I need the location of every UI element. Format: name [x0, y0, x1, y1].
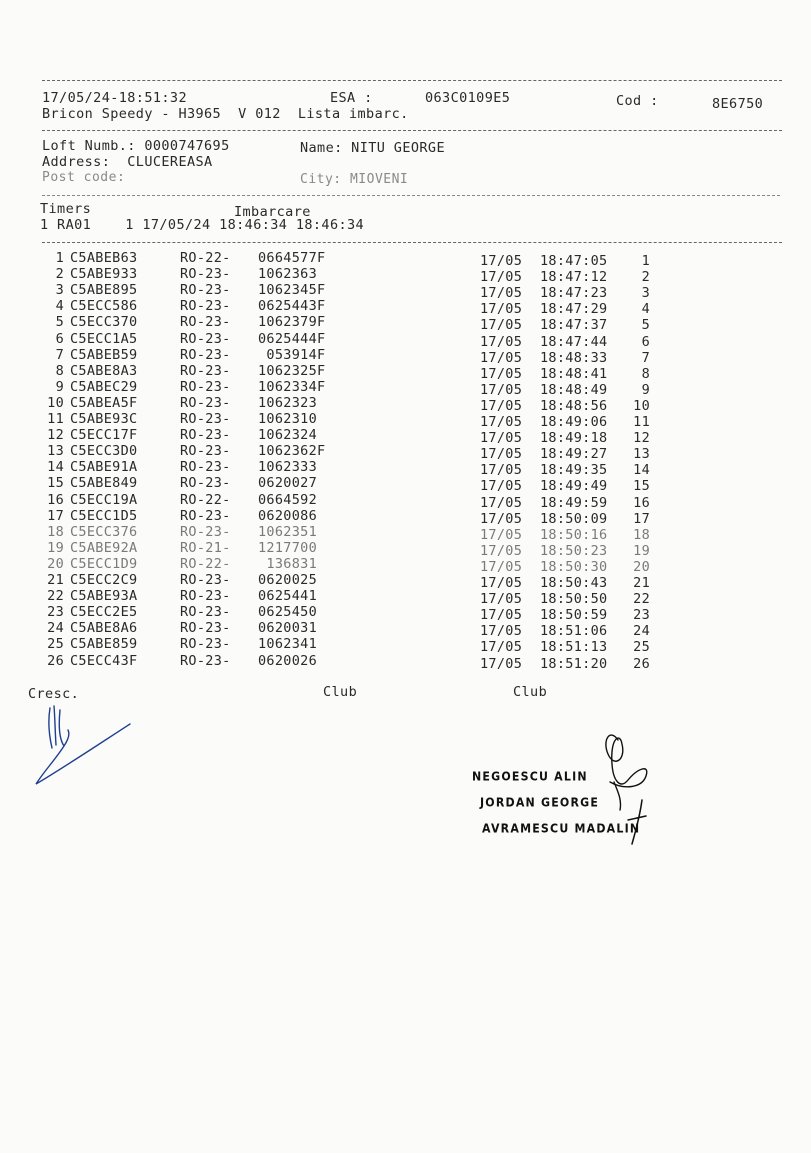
cell-pre: RO-23- [180, 346, 231, 363]
club-label-1: Club [323, 684, 358, 700]
list-item [0, 314, 811, 334]
address: Address: CLUCEREASA [42, 154, 213, 170]
cell-date: 17/05 [480, 575, 523, 591]
cell-time: 18:51:06 [540, 623, 608, 640]
cell-idx: 9 [55, 378, 64, 395]
list-item [0, 588, 811, 608]
cell-time: 18:47:44 [540, 333, 608, 350]
cell-seq: 25 [633, 639, 650, 656]
stamp-name-2: JORDAN GEORGE [480, 795, 600, 810]
cell-date: 17/05 [480, 349, 523, 366]
cell-date: 17/05 [480, 317, 523, 334]
cell-num: 1062379F [258, 314, 326, 331]
cell-pre: RO-23- [180, 459, 231, 476]
cell-time: 18:50:16 [540, 526, 608, 543]
cell-time: 18:49:59 [540, 494, 608, 511]
cell-idx: 3 [55, 282, 64, 299]
cell-time: 18:47:37 [540, 317, 608, 334]
cell-idx: 21 [47, 572, 64, 588]
cell-seq: 24 [633, 623, 650, 640]
cell-seq: 1 [641, 253, 650, 269]
cell-time: 18:47:23 [540, 285, 608, 302]
cell-seq: 4 [641, 301, 650, 318]
cell-num: 0620027 [258, 475, 317, 492]
city: City: MIOVENI [300, 172, 409, 187]
list-item [0, 330, 811, 350]
cell-idx: 24 [47, 620, 64, 637]
cell-idx: 11 [47, 411, 64, 427]
cell-idx: 17 [47, 507, 64, 524]
print-datetime: 17/05/24-18:51:32 [42, 90, 187, 106]
post-code: Post code: [42, 170, 126, 185]
cell-seq: 3 [641, 285, 650, 302]
cell-ring: C5ABE8A6 [70, 620, 138, 637]
cell-seq: 5 [641, 317, 650, 334]
cell-time: 18:50:43 [540, 575, 608, 591]
list-item [0, 652, 811, 672]
cell-idx: 23 [47, 604, 64, 621]
cell-ring: C5ECC19A [70, 491, 138, 508]
cell-idx: 7 [55, 346, 64, 363]
cell-seq: 7 [641, 349, 650, 366]
cell-pre: RO-23- [180, 298, 231, 315]
cell-date: 17/05 [480, 526, 523, 543]
cell-num: 1062325F [258, 362, 326, 379]
cell-ring: C5ECC2C9 [70, 572, 138, 588]
cell-num: 0625450 [258, 604, 317, 621]
cell-seq: 11 [633, 414, 650, 430]
cell-idx: 13 [47, 443, 64, 460]
cell-ring: C5ECC1D9 [70, 555, 138, 572]
cell-num: 1062363 [258, 266, 317, 283]
list-item [0, 427, 811, 447]
cell-time: 18:47:05 [540, 253, 608, 269]
cell-seq: 22 [633, 591, 650, 608]
cell-num: 0625441 [258, 588, 317, 605]
cell-date: 17/05 [480, 542, 523, 559]
cell-num: 0620086 [258, 507, 317, 524]
cell-pre: RO-23- [180, 314, 231, 331]
cell-num: 136831 [258, 555, 317, 572]
top-dashed-rule [42, 80, 782, 81]
cell-ring: C5ECC2E5 [70, 604, 138, 621]
list-item [0, 266, 811, 286]
header-dashed-rule [42, 130, 782, 131]
cell-num: 1062362F [258, 443, 326, 460]
cell-pre: RO-23- [180, 378, 231, 395]
cell-idx: 19 [47, 539, 64, 556]
stamp-name-3: AVRAMESCU MADALIN [482, 821, 641, 836]
cell-seq: 8 [641, 365, 650, 382]
stamp-name-1: NEGOESCU ALIN [472, 769, 588, 784]
cell-ring: C5ECC370 [70, 314, 138, 331]
list-item [0, 394, 811, 414]
cell-num: 0625444F [258, 330, 326, 347]
list-item [0, 378, 811, 398]
cell-pre: RO-23- [180, 411, 231, 427]
cell-time: 18:48:49 [540, 381, 608, 398]
list-item [0, 282, 811, 302]
cell-num: 0620025 [258, 572, 317, 588]
cell-num: 0664592 [258, 491, 317, 508]
cell-ring: C5ABE93A [70, 588, 138, 605]
list-item [0, 298, 811, 318]
cell-time: 18:49:49 [540, 478, 608, 495]
list-item [0, 620, 811, 640]
cell-date: 17/05 [480, 285, 523, 302]
list-item [0, 604, 811, 624]
cell-date: 17/05 [480, 591, 523, 608]
cell-idx: 10 [47, 394, 64, 411]
list-item [0, 250, 811, 269]
cresc-label: Cresc. [28, 686, 80, 702]
cell-date: 17/05 [480, 269, 523, 286]
cell-num: 1062351 [258, 523, 317, 540]
cell-idx: 26 [47, 652, 64, 669]
cell-date: 17/05 [480, 430, 523, 447]
cell-date: 17/05 [480, 639, 523, 656]
list-item [0, 523, 811, 543]
cell-pre: RO-23- [180, 620, 231, 637]
cell-time: 18:48:41 [540, 365, 608, 382]
cell-ring: C5ABE859 [70, 636, 138, 653]
table-dashed-rule [42, 242, 782, 243]
esa-label: ESA : [330, 90, 373, 106]
cell-num: 0620031 [258, 620, 317, 637]
list-item [0, 411, 811, 430]
fancier-name: Name: NITU GEORGE [300, 140, 445, 156]
list-item [0, 636, 811, 656]
cell-idx: 12 [47, 427, 64, 444]
cell-seq: 20 [633, 558, 650, 575]
cell-ring: C5ECC1D5 [70, 507, 138, 524]
cell-ring: C5ABE895 [70, 282, 138, 299]
cell-seq: 16 [633, 494, 650, 511]
cell-idx: 25 [47, 636, 64, 653]
cell-pre: RO-23- [180, 443, 231, 460]
cell-idx: 1 [55, 250, 64, 266]
cell-pre: RO-23- [180, 588, 231, 605]
cell-idx: 22 [47, 588, 64, 605]
list-item [0, 346, 811, 366]
cell-ring: C5ABEB63 [70, 250, 138, 266]
list-item [0, 459, 811, 479]
cell-time: 18:49:18 [540, 430, 608, 447]
club-label-2: Club [513, 684, 548, 700]
list-item [0, 491, 811, 511]
cell-ring: C5ECC17F [70, 427, 138, 444]
cell-time: 18:48:56 [540, 397, 608, 414]
cell-date: 17/05 [480, 478, 523, 495]
cell-date: 17/05 [480, 381, 523, 398]
esa-value: 063C0109E5 [425, 90, 511, 106]
cell-pre: RO-23- [180, 523, 231, 540]
cell-idx: 8 [55, 362, 64, 379]
cell-date: 17/05 [480, 462, 523, 479]
cod-value: 8E6750 [712, 96, 764, 112]
cell-time: 18:49:35 [540, 462, 608, 479]
cell-idx: 15 [47, 475, 64, 492]
cell-time: 18:47:29 [540, 301, 608, 318]
cell-num: 1062323 [258, 394, 317, 411]
cell-idx: 14 [47, 459, 64, 476]
cell-num: 1217700 [258, 539, 317, 556]
cell-time: 18:50:30 [540, 558, 608, 575]
cell-ring: C5ABEB59 [70, 346, 138, 363]
cell-pre: RO-23- [180, 475, 231, 492]
cell-date: 17/05 [480, 446, 523, 463]
cell-ring: C5ABE92A [70, 539, 138, 556]
cell-num: 0664577F [258, 250, 326, 266]
list-item [0, 572, 811, 591]
cell-date: 17/05 [480, 655, 523, 672]
club-signature [580, 720, 670, 850]
cell-ring: C5ECC3D0 [70, 443, 138, 460]
list-item [0, 555, 811, 575]
list-item [0, 539, 811, 559]
list-item [0, 507, 811, 527]
cell-num: 0625443F [258, 298, 326, 315]
cell-ring: C5ABE8A3 [70, 362, 138, 379]
cell-pre: RO-23- [180, 266, 231, 283]
cell-idx: 20 [47, 555, 64, 572]
cell-num: 1062334F [258, 378, 326, 395]
cell-ring: C5ECC376 [70, 523, 138, 540]
cell-seq: 19 [633, 542, 650, 559]
cell-seq: 21 [633, 575, 650, 591]
cell-date: 17/05 [480, 365, 523, 382]
cell-time: 18:49:06 [540, 414, 608, 430]
cell-idx: 2 [55, 266, 64, 283]
report-title: Bricon Speedy - H3965 V 012 Lista imbarc. [42, 106, 409, 122]
cell-num: 1062341 [258, 636, 317, 653]
cell-num: 1062310 [258, 411, 317, 427]
cell-time: 18:50:23 [540, 542, 608, 559]
cell-pre: RO-23- [180, 636, 231, 653]
cell-ring: C5ABE933 [70, 266, 138, 283]
cell-ring: C5ABEC29 [70, 378, 138, 395]
cell-time: 18:50:50 [540, 591, 608, 608]
cell-seq: 17 [633, 510, 650, 527]
cod-label: Cod : [616, 93, 659, 109]
cell-ring: C5ECC1A5 [70, 330, 138, 347]
cell-idx: 4 [55, 298, 64, 315]
timers-label: Timers [40, 201, 92, 217]
cell-num: 053914F [258, 346, 326, 363]
cell-seq: 14 [633, 462, 650, 479]
list-item [0, 475, 811, 495]
cell-num: 1062333 [258, 459, 317, 476]
cell-pre: RO-23- [180, 604, 231, 621]
cell-idx: 18 [47, 523, 64, 540]
cell-time: 18:51:20 [540, 655, 608, 672]
cell-ring: C5ABEA5F [70, 394, 138, 411]
cell-pre: RO-22- [180, 555, 231, 572]
cell-pre: RO-23- [180, 572, 231, 588]
cell-date: 17/05 [480, 607, 523, 624]
cell-time: 18:48:33 [540, 349, 608, 366]
cell-date: 17/05 [480, 301, 523, 318]
cell-time: 18:50:09 [540, 510, 608, 527]
cell-pre: RO-23- [180, 507, 231, 524]
list-item [0, 362, 811, 382]
cell-seq: 13 [633, 446, 650, 463]
cell-time: 18:49:27 [540, 446, 608, 463]
cell-pre: RO-22- [180, 250, 231, 266]
cell-time: 18:51:13 [540, 639, 608, 656]
cell-pre: RO-22- [180, 491, 231, 508]
cell-seq: 2 [641, 269, 650, 286]
cell-date: 17/05 [480, 253, 523, 269]
cell-seq: 23 [633, 607, 650, 624]
cell-date: 17/05 [480, 558, 523, 575]
cell-pre: RO-23- [180, 362, 231, 379]
cell-ring: C5ABE93C [70, 411, 138, 427]
cell-ring: C5ABE91A [70, 459, 138, 476]
cell-pre: RO-23- [180, 652, 231, 669]
cell-date: 17/05 [480, 494, 523, 511]
cell-ring: C5ABE849 [70, 475, 138, 492]
cell-ring: C5ECC586 [70, 298, 138, 315]
cell-date: 17/05 [480, 510, 523, 527]
cell-date: 17/05 [480, 623, 523, 640]
timer-line: 1 RA01 1 17/05/24 18:46:34 18:46:34 [40, 217, 365, 233]
cell-num: 0620026 [258, 652, 317, 669]
cell-pre: RO-23- [180, 282, 231, 299]
cell-pre: RO-23- [180, 394, 231, 411]
cell-pre: RO-23- [180, 427, 231, 444]
cell-seq: 26 [633, 655, 650, 672]
cell-ring: C5ECC43F [70, 652, 138, 669]
cell-date: 17/05 [480, 414, 523, 430]
cresc-signature [30, 700, 140, 790]
cell-time: 18:47:12 [540, 269, 608, 286]
loft-number: Loft Numb.: 0000747695 [42, 138, 230, 154]
cell-pre: RO-23- [180, 330, 231, 347]
cell-num: 1062345F [258, 282, 326, 299]
cell-seq: 12 [633, 430, 650, 447]
cell-num: 1062324 [258, 427, 317, 444]
cell-idx: 16 [47, 491, 64, 508]
cell-date: 17/05 [480, 333, 523, 350]
cell-seq: 18 [633, 526, 650, 543]
list-item [0, 443, 811, 463]
cell-idx: 5 [55, 314, 64, 331]
cell-seq: 9 [641, 381, 650, 398]
cell-seq: 15 [633, 478, 650, 495]
cell-pre: RO-21- [180, 539, 231, 556]
cell-time: 18:50:59 [540, 607, 608, 624]
cell-idx: 6 [55, 330, 64, 347]
imbarcare-label: Imbarcare [234, 204, 311, 220]
loft-dashed-rule [42, 195, 780, 196]
cell-seq: 6 [641, 333, 650, 350]
cell-seq: 10 [633, 397, 650, 414]
cell-date: 17/05 [480, 397, 523, 414]
